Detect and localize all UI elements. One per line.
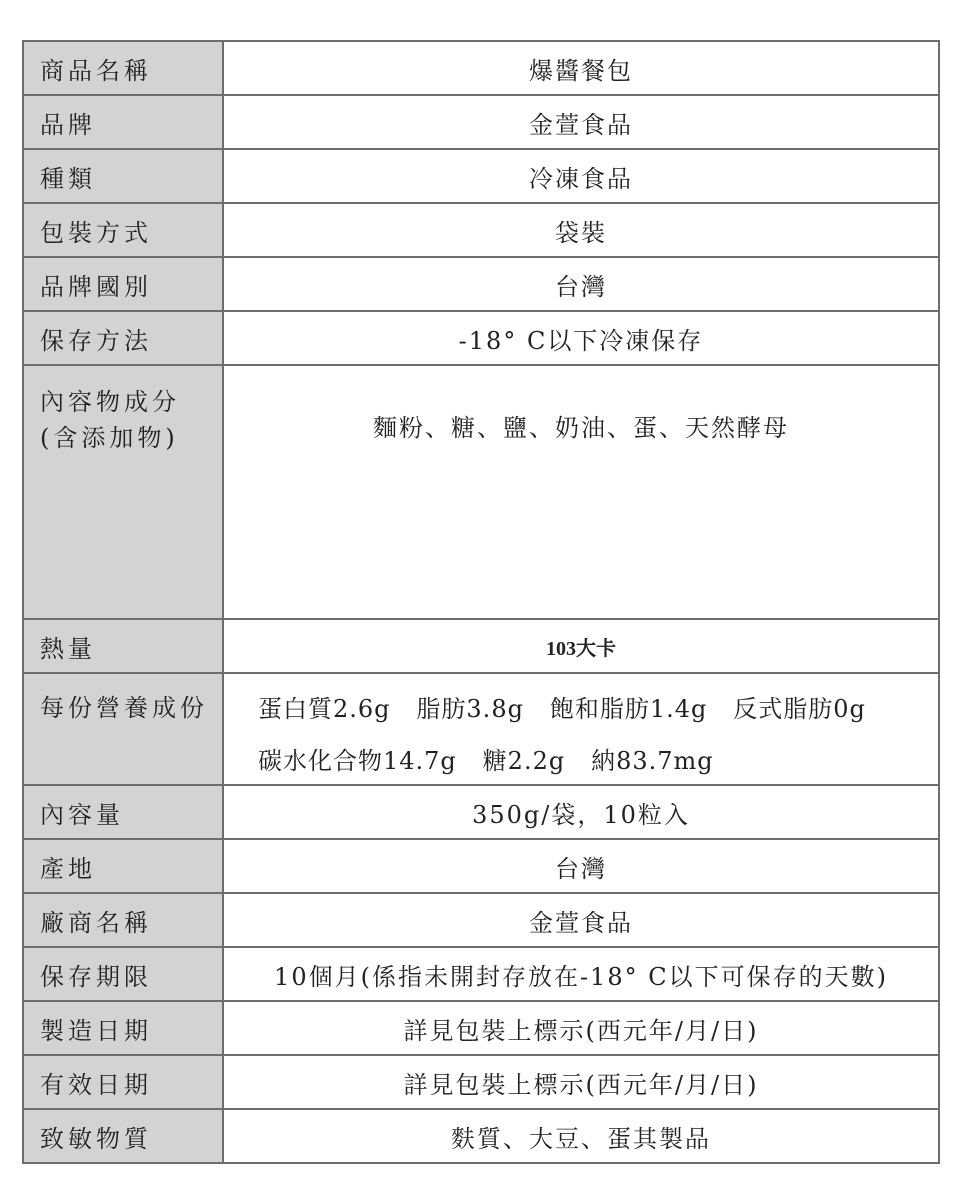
ingredients-label-line1: 內容物成分 [40,388,180,416]
row-value: 金萱食品 [529,110,633,139]
row-label: 有效日期 [24,1056,224,1108]
row-value: 台灣 [555,854,607,883]
row-label: 致敏物質 [24,1110,224,1162]
row-value: 詳見包裝上標示(西元年/月/日) [403,1016,759,1045]
row-label: 品牌 [24,96,224,148]
row-label: 廠商名稱 [24,894,224,946]
row-label: 產地 [24,840,224,892]
nutrition-row [24,674,938,786]
calories-row [24,620,938,674]
row-value: -18° C以下冷凍保存 [458,326,704,355]
nutrition-values [224,674,938,784]
table-row [24,312,938,366]
row-label: 製造日期 [24,1002,224,1054]
calories-label: 熱量 [24,620,224,672]
row-label: 種類 [24,150,224,202]
table-row [24,150,938,204]
row-value: 台灣 [555,272,607,301]
row-value: 350g/袋，10粒入 [472,800,690,829]
nutrition-line1: 蛋白質2.6g 脂肪3.8g 飽和脂肪1.4g 反式脂肪0g [258,694,866,723]
product-info-table [22,40,940,1164]
row-value: 袋裝 [555,218,607,247]
table-row [24,42,938,96]
table-row [24,258,938,312]
row-value: 詳見包裝上標示(西元年/月/日) [403,1070,759,1099]
ingredients-label-line2: (含添加物) [40,424,179,452]
row-value: 爆醬餐包 [529,56,633,85]
row-label: 保存方法 [24,312,224,364]
table-row [24,1056,938,1110]
calories-value: 103大卡 [546,637,616,660]
table-row [24,1110,938,1164]
row-label: 內容量 [24,786,224,838]
table-row [24,1002,938,1056]
row-label: 商品名稱 [24,42,224,94]
table-row [24,948,938,1002]
nutrition-line2: 碳水化合物14.7g 糖2.2g 納83.7mg [258,746,714,775]
table-row [24,894,938,948]
row-value: 麩質、大豆、蛋其製品 [451,1124,711,1153]
ingredients-label [24,366,224,618]
row-label: 包裝方式 [24,204,224,256]
table-row [24,840,938,894]
row-value: 金萱食品 [529,908,633,937]
table-row [24,96,938,150]
row-value: 10個月(係指未開封存放在-18° C以下可保存的天數) [274,962,888,991]
table-row [24,786,938,840]
table-row [24,204,938,258]
ingredients-row [24,366,938,620]
row-label: 品牌國別 [24,258,224,310]
row-label: 保存期限 [24,948,224,1000]
ingredients-value: 麵粉、糖、鹽、奶油、蛋、天然酵母 [373,414,789,442]
nutrition-label: 每份營養成份 [24,674,224,784]
row-value: 冷凍食品 [529,164,633,193]
